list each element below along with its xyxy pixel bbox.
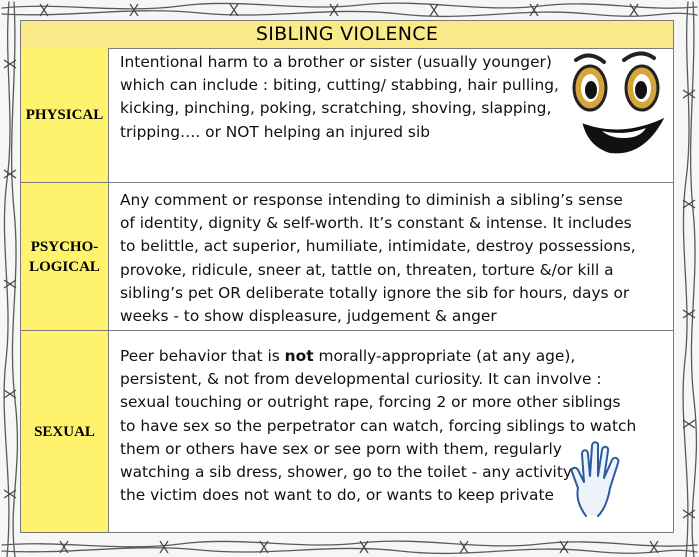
label-psychological-line1: PSYCHO- [30,238,99,255]
description-line: to belittle, act superior, humiliate, intimidate, destroy possessions, [120,237,636,256]
description-line: persistent, & not from developmental curiosity. It can involve : [120,370,602,389]
description-line: which can include : biting, cutting/ stabbing, hair pulling, [120,76,559,95]
description-line: the victim does not want to do, or wants to keep private [120,486,554,505]
description-line: weeks - to show displeasure, judgement & anger [120,307,497,326]
description-line: watching a sib dress, shower, go to the toilet - any activity [120,463,572,482]
text-segment: Peer behavior that is [120,347,285,365]
label-physical-text: PHYSICAL [25,107,104,123]
label-psychological [21,183,109,330]
description-line: Intentional harm to a brother or sister (usually younger) [120,53,552,71]
description-line: to have sex so the perpetrator can watch, forcing siblings to watch [120,416,637,435]
text-segment: morally-appropriate (at any age), [313,347,576,365]
description-line: them or others have sex or see porn with them, regularly [120,439,562,458]
description-line: provoke, ridicule, sneer at, tattle on, threaten, torture &/or kill a [120,260,614,279]
description-line: Any comment or response intending to diminish a sibling’s sense [120,191,623,209]
description-line: of identity, dignity & self-worth. It’s constant & intense. It includes [120,214,632,233]
emphasis-not: not [284,347,314,365]
description-line: sibling’s pet OR deliberate totally ignore the sib for hours, days or [120,283,630,302]
description-psychological [120,189,667,328]
description-line: kicking, pinching, poking, scratching, shoving, slapping, [120,99,552,118]
label-sexual-text: SEXUAL [34,423,95,440]
raised-hand-icon [568,438,628,522]
table-title: SIBLING VIOLENCE [21,21,673,49]
description-line: sexual touching or outright rape, forcing 2 or more other siblings [120,393,621,412]
label-physical [21,48,109,182]
description-line: tripping…. or NOT helping an injured sib [120,122,430,141]
row-psychological [21,183,673,331]
label-sexual [21,331,109,532]
description-line [120,345,667,368]
label-psychological-line2: LOGICAL [29,258,100,275]
mischievous-face-icon [562,30,672,164]
